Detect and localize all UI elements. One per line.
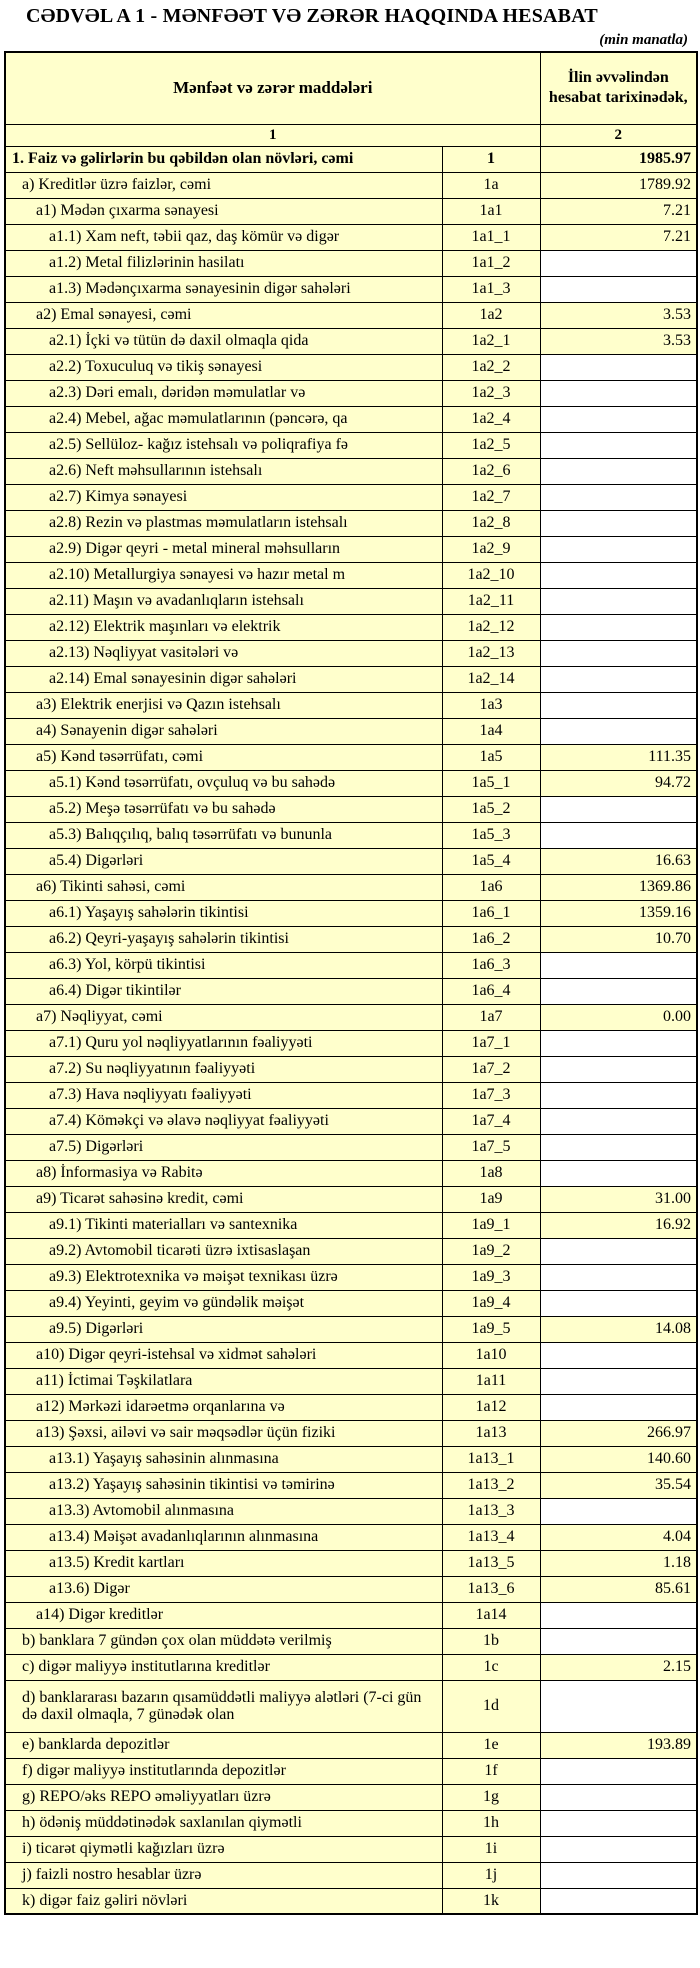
row-code: 1a7_3 — [442, 1082, 540, 1108]
row-label: j) faizli nostro hesablar üzrə — [5, 1862, 442, 1888]
row-code: 1g — [442, 1784, 540, 1810]
row-label: a7.2) Su nəqliyyatının fəaliyyəti — [5, 1056, 442, 1082]
unit-note: (min manatla) — [599, 32, 688, 48]
table-row — [5, 1056, 697, 1082]
row-label: d) banklararası bazarın qısamüddətli maliyyə alətləri (7-ci gün də daxil olmaqla, 7 günədək olan — [5, 1680, 442, 1732]
row-label: a2.2) Toxuculuq və tikiş sənayesi — [5, 354, 442, 380]
row-value — [540, 952, 697, 978]
row-value — [540, 666, 697, 692]
table-row — [5, 1446, 697, 1472]
table-row — [5, 1472, 697, 1498]
row-label: a13.6) Digər — [5, 1576, 442, 1602]
row-code: 1a2_9 — [442, 536, 540, 562]
row-label: a1.1) Xam neft, təbii qaz, daş kömür və digər — [5, 224, 442, 250]
row-code: 1f — [442, 1758, 540, 1784]
table-row — [5, 900, 697, 926]
row-code: 1a7 — [442, 1004, 540, 1030]
row-label: a8) İnformasiya və Rabitə — [5, 1160, 442, 1186]
row-code: 1a6_1 — [442, 900, 540, 926]
table-row — [5, 796, 697, 822]
table-row — [5, 1316, 697, 1342]
table-row — [5, 926, 697, 952]
row-code: 1a8 — [442, 1160, 540, 1186]
row-label: a5.3) Balıqçılıq, balıq təsərrüfatı və bununla — [5, 822, 442, 848]
row-value — [540, 406, 697, 432]
row-label: a2.14) Emal sənayesinin digər sahələri — [5, 666, 442, 692]
row-code: 1c — [442, 1654, 540, 1680]
row-code: 1a4 — [442, 718, 540, 744]
row-label: a10) Digər qeyri-istehsal və xidmət sahələri — [5, 1342, 442, 1368]
table-row — [5, 432, 697, 458]
table-row — [5, 1628, 697, 1654]
table-row — [5, 952, 697, 978]
row-label: a1.2) Metal filizlərinin hasilatı — [5, 250, 442, 276]
row-label: a9) Ticarət sahəsinə kredit, cəmi — [5, 1186, 442, 1212]
row-code: 1a5_1 — [442, 770, 540, 796]
profit-loss-table — [4, 51, 698, 1915]
row-code: 1a13_3 — [442, 1498, 540, 1524]
table-row — [5, 1758, 697, 1784]
row-value — [540, 978, 697, 1004]
table-row — [5, 1290, 697, 1316]
row-label: a7.4) Köməkçi və əlavə nəqliyyat fəaliyyəti — [5, 1108, 442, 1134]
row-code: 1a1 — [442, 198, 540, 224]
row-value: 4.04 — [540, 1524, 697, 1550]
row-label: a5) Kənd təsərrüfatı, cəmi — [5, 744, 442, 770]
table-row — [5, 250, 697, 276]
row-code: 1a9_2 — [442, 1238, 540, 1264]
row-code: 1a9 — [442, 1186, 540, 1212]
row-label: 1. Faiz və gəlirlərin bu qəbildən olan növləri, cəmi — [5, 146, 442, 172]
row-label: a2.8) Rezin və plastmas məmulatların istehsalı — [5, 510, 442, 536]
row-label: a7.5) Digərləri — [5, 1134, 442, 1160]
row-label: a1) Mədən çıxarma sənayesi — [5, 198, 442, 224]
table-row — [5, 1342, 697, 1368]
table-row — [5, 1680, 697, 1732]
row-value — [540, 1758, 697, 1784]
row-value: 7.21 — [540, 198, 697, 224]
row-value — [540, 1498, 697, 1524]
table-row — [5, 1134, 697, 1160]
table-row — [5, 1810, 697, 1836]
row-label: a6.3) Yol, körpü tikintisi — [5, 952, 442, 978]
row-value — [540, 614, 697, 640]
table-row — [5, 848, 697, 874]
table-row — [5, 562, 697, 588]
row-label: a6.4) Digər tikintilər — [5, 978, 442, 1004]
row-code: 1a7_4 — [442, 1108, 540, 1134]
row-value — [540, 1368, 697, 1394]
row-value — [540, 1810, 697, 1836]
row-code: 1a13_4 — [442, 1524, 540, 1550]
table-row — [5, 1082, 697, 1108]
table-row — [5, 458, 697, 484]
row-label: a4) Sənayenin digər sahələri — [5, 718, 442, 744]
row-value — [540, 380, 697, 406]
row-label: a9.3) Elektrotexnika və məişət texnikası üzrə — [5, 1264, 442, 1290]
table-row — [5, 1160, 697, 1186]
table-row — [5, 1108, 697, 1134]
row-code: 1a2_3 — [442, 380, 540, 406]
row-code: 1a10 — [442, 1342, 540, 1368]
row-value — [540, 1394, 697, 1420]
row-value — [540, 796, 697, 822]
table-header — [5, 52, 697, 146]
row-value: 14.08 — [540, 1316, 697, 1342]
report-title: CƏDVƏL A 1 - MƏNFƏƏT VƏ ZƏRƏR HAQQINDA HESABAT — [26, 5, 598, 27]
table-row — [5, 1602, 697, 1628]
table-row — [5, 1498, 697, 1524]
row-code: 1a6_2 — [442, 926, 540, 952]
row-code: 1a2_8 — [442, 510, 540, 536]
row-value — [540, 354, 697, 380]
row-value — [540, 276, 697, 302]
table-row — [5, 1576, 697, 1602]
row-label: e) banklarda depozitlər — [5, 1732, 442, 1758]
row-label: a2) Emal sənayesi, cəmi — [5, 302, 442, 328]
row-code: 1a13_6 — [442, 1576, 540, 1602]
table-row — [5, 640, 697, 666]
row-value — [540, 250, 697, 276]
row-label: a2.9) Digər qeyri - metal mineral məhsulların — [5, 536, 442, 562]
row-value — [540, 1784, 697, 1810]
row-value — [540, 458, 697, 484]
items-column-header: Mənfəət və zərər maddələri — [5, 52, 540, 124]
table-body — [5, 146, 697, 1914]
row-code: 1a7_1 — [442, 1030, 540, 1056]
row-code: 1a7_5 — [442, 1134, 540, 1160]
row-value — [540, 1056, 697, 1082]
row-code: 1a2_2 — [442, 354, 540, 380]
table-row — [5, 770, 697, 796]
row-value: 16.92 — [540, 1212, 697, 1238]
table-row — [5, 1394, 697, 1420]
row-value — [540, 1342, 697, 1368]
table-row — [5, 536, 697, 562]
row-label: a2.10) Metallurgiya sənayesi və hazır metal m — [5, 562, 442, 588]
table-row — [5, 224, 697, 250]
row-code: 1a9_5 — [442, 1316, 540, 1342]
row-code: 1e — [442, 1732, 540, 1758]
row-value: 140.60 — [540, 1446, 697, 1472]
row-value — [540, 1602, 697, 1628]
row-value: 1.18 — [540, 1550, 697, 1576]
row-value: 193.89 — [540, 1732, 697, 1758]
row-code: 1a5_2 — [442, 796, 540, 822]
row-code: 1h — [442, 1810, 540, 1836]
table-row — [5, 1212, 697, 1238]
row-value: 16.63 — [540, 848, 697, 874]
row-label: a2.7) Kimya sənayesi — [5, 484, 442, 510]
row-code: 1a5 — [442, 744, 540, 770]
row-code: 1a2_13 — [442, 640, 540, 666]
row-value — [540, 432, 697, 458]
row-label: a7.1) Quru yol nəqliyyatlarının fəaliyyəti — [5, 1030, 442, 1056]
row-value — [540, 510, 697, 536]
row-label: a14) Digər kreditlər — [5, 1602, 442, 1628]
row-label: i) ticarət qiymətli kağızları üzrə — [5, 1836, 442, 1862]
row-label: a5.2) Meşə təsərrüfatı və bu sahədə — [5, 796, 442, 822]
row-code: 1a6 — [442, 874, 540, 900]
row-value: 111.35 — [540, 744, 697, 770]
row-value: 10.70 — [540, 926, 697, 952]
row-code: 1a1_3 — [442, 276, 540, 302]
row-value: 1985.97 — [540, 146, 697, 172]
row-value: 85.61 — [540, 1576, 697, 1602]
row-label: a5.1) Kənd təsərrüfatı, ovçuluq və bu sahədə — [5, 770, 442, 796]
row-code: 1a5_3 — [442, 822, 540, 848]
row-value — [540, 692, 697, 718]
row-code: 1a2 — [442, 302, 540, 328]
table-row — [5, 744, 697, 770]
row-label: a13.4) Məişət avadanlıqlarının alınmasına — [5, 1524, 442, 1550]
row-label: a6.1) Yaşayış sahələrin tikintisi — [5, 900, 442, 926]
row-value — [540, 1836, 697, 1862]
row-label: a3) Elektrik enerjisi və Qazın istehsalı — [5, 692, 442, 718]
table-row — [5, 198, 697, 224]
row-code: 1 — [442, 146, 540, 172]
row-label: a13) Şəxsi, ailəvi və sair məqsədlər üçün fiziki — [5, 1420, 442, 1446]
row-label: a12) Mərkəzi idarəetmə orqanlarına və — [5, 1394, 442, 1420]
table-row — [5, 1732, 697, 1758]
table-row — [5, 1264, 697, 1290]
table-row — [5, 1186, 697, 1212]
row-value — [540, 1290, 697, 1316]
row-value — [540, 1108, 697, 1134]
row-value — [540, 1862, 697, 1888]
row-label: a5.4) Digərləri — [5, 848, 442, 874]
table-row — [5, 1420, 697, 1446]
row-code: 1a13_5 — [442, 1550, 540, 1576]
table-row — [5, 1888, 697, 1914]
row-value: 0.00 — [540, 1004, 697, 1030]
table-row — [5, 1524, 697, 1550]
table-row — [5, 328, 697, 354]
row-code: 1a14 — [442, 1602, 540, 1628]
table-row — [5, 978, 697, 1004]
row-code: 1a6_4 — [442, 978, 540, 1004]
row-code: 1b — [442, 1628, 540, 1654]
table-row — [5, 1030, 697, 1056]
row-code: 1d — [442, 1680, 540, 1732]
row-value — [540, 1238, 697, 1264]
row-value — [540, 1628, 697, 1654]
row-code: 1a2_4 — [442, 406, 540, 432]
row-label: k) digər faiz gəliri növləri — [5, 1888, 442, 1914]
row-code: 1a2_1 — [442, 328, 540, 354]
row-label: a2.12) Elektrik maşınları və elektrik — [5, 614, 442, 640]
row-code: 1a2_11 — [442, 588, 540, 614]
table-row — [5, 718, 697, 744]
table-row — [5, 666, 697, 692]
row-label: b) banklara 7 gündən çox olan müddətə verilmiş — [5, 1628, 442, 1654]
row-value — [540, 588, 697, 614]
row-label: a9.4) Yeyinti, geyim və gündəlik məişət — [5, 1290, 442, 1316]
row-code: 1i — [442, 1836, 540, 1862]
row-value: 1369.86 — [540, 874, 697, 900]
row-label: a13.3) Avtomobil alınmasına — [5, 1498, 442, 1524]
row-value — [540, 1264, 697, 1290]
table-row — [5, 172, 697, 198]
row-label: a1.3) Mədənçıxarma sənayesinin digər sahələri — [5, 276, 442, 302]
row-code: 1a9_1 — [442, 1212, 540, 1238]
row-code: 1a5_4 — [442, 848, 540, 874]
row-value — [540, 1134, 697, 1160]
row-code: 1a1_1 — [442, 224, 540, 250]
row-value: 3.53 — [540, 302, 697, 328]
row-value — [540, 536, 697, 562]
table-row — [5, 874, 697, 900]
table-row — [5, 1654, 697, 1680]
row-code: 1a13_1 — [442, 1446, 540, 1472]
row-label: a2.4) Mebel, ağac məmulatlarının (pəncərə, qa — [5, 406, 442, 432]
row-value: 35.54 — [540, 1472, 697, 1498]
row-label: a13.1) Yaşayış sahəsinin alınmasına — [5, 1446, 442, 1472]
row-code: 1a2_14 — [442, 666, 540, 692]
row-value — [540, 640, 697, 666]
row-label: a2.11) Maşın və avadanlıqların istehsalı — [5, 588, 442, 614]
row-code: 1j — [442, 1862, 540, 1888]
table-row — [5, 1784, 697, 1810]
row-label: a9.2) Avtomobil ticarəti üzrə ixtisaslaşan — [5, 1238, 442, 1264]
row-value — [540, 1160, 697, 1186]
table-row — [5, 1550, 697, 1576]
row-code: 1a13_2 — [442, 1472, 540, 1498]
table-row — [5, 1004, 697, 1030]
table-row — [5, 146, 697, 172]
row-label: a2.1) İçki və tütün də daxil olmaqla qida — [5, 328, 442, 354]
row-label: a13.5) Kredit kartları — [5, 1550, 442, 1576]
row-value — [540, 1680, 697, 1732]
column-number-row — [5, 124, 697, 146]
table-row — [5, 354, 697, 380]
row-label: a6.2) Qeyri-yaşayış sahələrin tikintisi — [5, 926, 442, 952]
row-code: 1a6_3 — [442, 952, 540, 978]
row-value: 94.72 — [540, 770, 697, 796]
items-column-number: 1 — [5, 124, 540, 146]
table-row — [5, 406, 697, 432]
row-value — [540, 1082, 697, 1108]
row-code: 1a2_6 — [442, 458, 540, 484]
row-value: 7.21 — [540, 224, 697, 250]
row-code: 1a2_12 — [442, 614, 540, 640]
header-row — [5, 52, 697, 124]
row-label: g) REPO/əks REPO əməliyyatları üzrə — [5, 1784, 442, 1810]
row-label: a13.2) Yaşayış sahəsinin tikintisi və təmirinə — [5, 1472, 442, 1498]
table-row — [5, 1836, 697, 1862]
row-code: 1a3 — [442, 692, 540, 718]
table-row — [5, 276, 697, 302]
row-value: 31.00 — [540, 1186, 697, 1212]
row-label: a2.5) Sellüloz- kağız istehsalı və poliqrafiya fə — [5, 432, 442, 458]
row-label: a2.6) Neft məhsullarının istehsalı — [5, 458, 442, 484]
table-row — [5, 822, 697, 848]
row-code: 1a9_3 — [442, 1264, 540, 1290]
row-label: a2.3) Dəri emalı, dəridən məmulatlar və — [5, 380, 442, 406]
table-row — [5, 380, 697, 406]
row-value — [540, 718, 697, 744]
row-label: a2.13) Nəqliyyat vasitələri və — [5, 640, 442, 666]
table-row — [5, 588, 697, 614]
table-row — [5, 614, 697, 640]
row-value — [540, 822, 697, 848]
row-code: 1a1_2 — [442, 250, 540, 276]
row-value: 3.53 — [540, 328, 697, 354]
table-row — [5, 692, 697, 718]
row-code: 1a9_4 — [442, 1290, 540, 1316]
row-label: h) ödəniş müddətinədək saxlanılan qiymətli — [5, 1810, 442, 1836]
table-row — [5, 484, 697, 510]
row-label: c) digər maliyyə institutlarına kreditlər — [5, 1654, 442, 1680]
row-code: 1a13 — [442, 1420, 540, 1446]
row-code: 1a7_2 — [442, 1056, 540, 1082]
row-label: a7) Nəqliyyat, cəmi — [5, 1004, 442, 1030]
row-label: a6) Tikinti sahəsi, cəmi — [5, 874, 442, 900]
row-value: 2.15 — [540, 1654, 697, 1680]
row-code: 1a2_5 — [442, 432, 540, 458]
row-value: 1359.16 — [540, 900, 697, 926]
row-value: 1789.92 — [540, 172, 697, 198]
row-label: a7.3) Hava nəqliyyatı fəaliyyəti — [5, 1082, 442, 1108]
row-value — [540, 1030, 697, 1056]
value-column-number: 2 — [540, 124, 697, 146]
row-label: a9.5) Digərləri — [5, 1316, 442, 1342]
table-row — [5, 1862, 697, 1888]
row-code: 1a11 — [442, 1368, 540, 1394]
row-code: 1k — [442, 1888, 540, 1914]
row-code: 1a — [442, 172, 540, 198]
row-code: 1a2_7 — [442, 484, 540, 510]
row-value — [540, 1888, 697, 1914]
row-code: 1a2_10 — [442, 562, 540, 588]
table-row — [5, 302, 697, 328]
table-row — [5, 1238, 697, 1264]
table-row — [5, 510, 697, 536]
row-label: a9.1) Tikinti materialları və santexnika — [5, 1212, 442, 1238]
row-label: f) digər maliyyə institutlarında depozitlər — [5, 1758, 442, 1784]
table-row — [5, 1368, 697, 1394]
row-value: 266.97 — [540, 1420, 697, 1446]
row-value — [540, 484, 697, 510]
row-label: a) Kreditlər üzrə faizlər, cəmi — [5, 172, 442, 198]
row-code: 1a12 — [442, 1394, 540, 1420]
value-column-header: İlin əvvəlindən hesabat tarixinədək, — [540, 52, 697, 124]
row-value — [540, 562, 697, 588]
row-label: a11) İctimai Təşkilatlara — [5, 1368, 442, 1394]
